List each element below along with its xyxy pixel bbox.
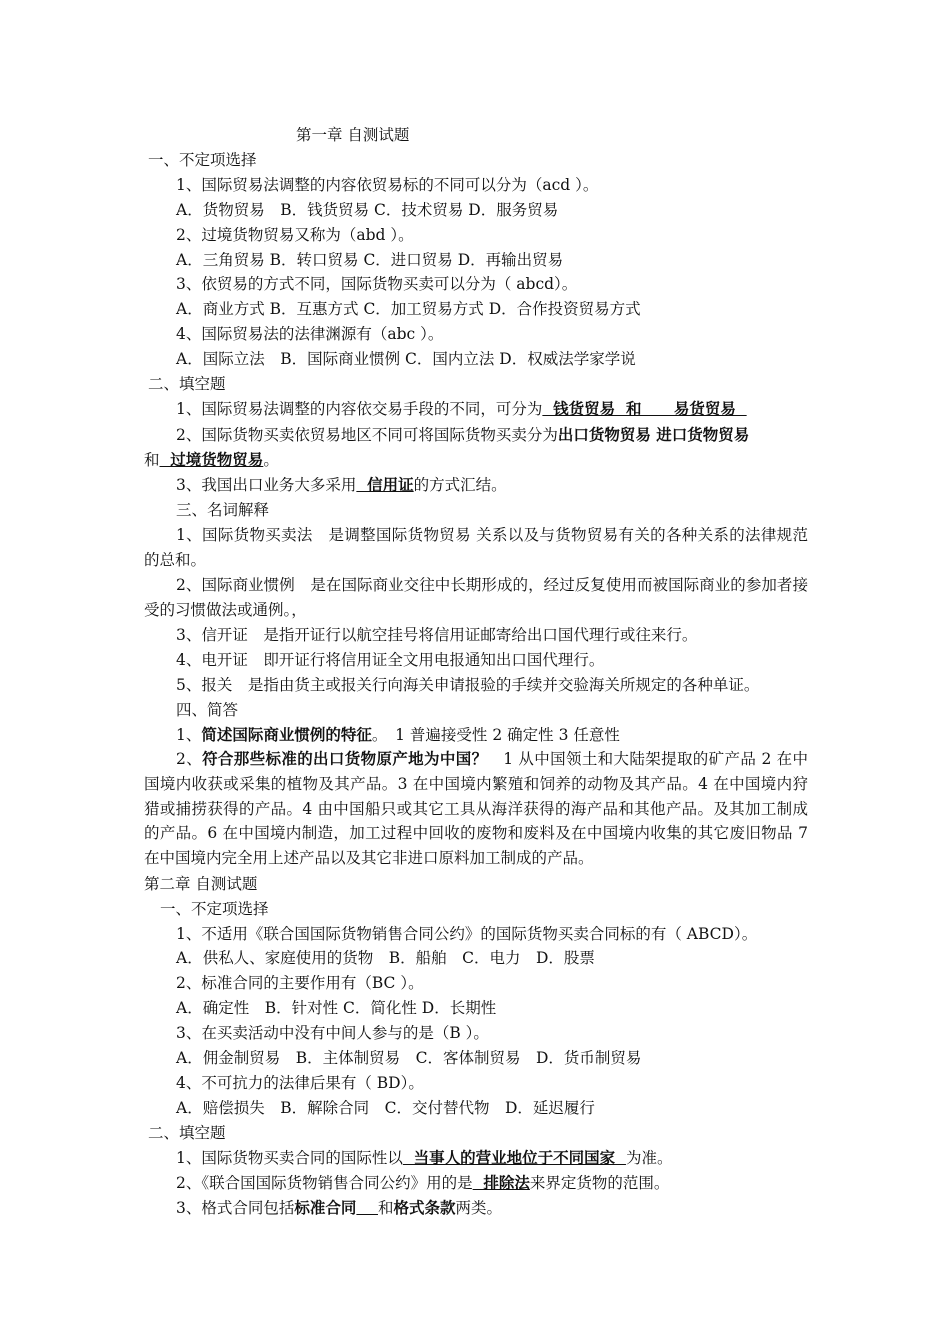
ch1-section-definitions: 三、名词解释 [176,501,270,519]
ch1-answer-2 [144,747,808,871]
ch1-fill-2 [144,423,808,473]
fill-text: 1、国际贸易法调整的内容依交易手段的不同，可分为 [176,400,543,418]
ch1-definition-1: 1、国际货物买卖法 是调整国际货物贸易 关系以及与货物贸易有关的各种关系的法律规范的总和。 [144,526,808,569]
fill-text: 的方式汇结。 [413,476,507,494]
ch1-question-4-options: A．国际立法 B．国际商业惯例 C．国内立法 D．权威法学家学说 [176,350,636,368]
ch2-question-3: 3、在买卖活动中没有中间人参与的是（B ）。 [176,1024,489,1042]
ch2-question-1: 1、不适用《联合国国际货物销售合同公约》的国际货物买卖合同标的有（ ABCD）。 [176,925,758,943]
answer-number: 2、 [176,750,203,768]
ch2-fill-2 [176,1171,669,1195]
ch1-section-multiple-choice: 一、不定项选择 [148,151,257,169]
fill-text: 2、国际货物买卖依贸易地区不同可将国际货物买卖分为 [176,426,558,444]
fill-answer: 出口货物贸易 进口货物贸易 [557,425,750,444]
fill-text: 和 [144,450,160,469]
ch2-fill-3 [176,1196,502,1220]
ch1-question-1-options: A．货物贸易 B．钱货贸易 C．技术贸易 D．服务贸易 [176,201,559,219]
fill-text: 。 [263,450,279,469]
ch2-question-4-options: A．赔偿损失 B．解除合同 C．交付替代物 D．延迟履行 [176,1099,595,1117]
ch1-question-2: 2、过境货物贸易又称为（abd ）。 [176,226,414,244]
fill-answer: 信用证 [356,475,414,494]
ch2-section-multiple-choice: 一、不定项选择 [160,900,269,918]
ch1-definition-4: 4、电开证 即开证行将信用证全文用电报通知出口国代理行。 [176,651,605,669]
fill-text: 2、《联合国国际货物销售合同公约》用的是 [176,1174,473,1192]
chapter-1-title: 第一章 自测试题 [296,126,410,144]
fill-answer: 过境货物贸易 [159,449,264,469]
fill-text: 和 [377,1199,394,1217]
ch1-fill-3 [176,473,507,497]
fill-answer: 排除法 [472,1173,530,1192]
ch1-definition-2: 2、国际商业惯例 是在国际商业交往中长期形成的，经过反复使用而被国际商业的参加者接受的习惯做法或通例。， [144,576,808,619]
ch2-question-2: 2、标准合同的主要作用有（BC ）。 [176,974,424,992]
fill-text: 3、格式合同包括 [176,1199,295,1217]
chapter-2-title: 第二章 自测试题 [144,875,258,893]
ch1-definition-3: 3、信开证 是指开证行以航空挂号将信用证邮寄给出口国代理行或往来行。 [176,626,698,644]
fill-blank-line [356,1198,378,1217]
answer-question: 简述国际商业惯例的特征 [201,725,372,744]
fill-text: 为准。 [625,1149,673,1167]
ch1-question-2-options: A．三角贸易 B．转口贸易 C．进口贸易 D．再输出贸易 [176,251,564,269]
fill-text: 1、国际货物买卖合同的国际性以 [176,1149,403,1167]
fill-text: 两类。 [455,1199,503,1217]
ch1-section-short-answer: 四、简答 [176,701,239,719]
ch2-question-3-options: A．佣金制贸易 B．主体制贸易 C．客体制贸易 D．货币制贸易 [176,1049,642,1067]
ch2-fill-1 [176,1146,672,1170]
answer-text: 。 1 普遍接受性 2 确定性 3 任意性 [371,726,620,744]
fill-answer: 钱货贸易 和 易货贸易 [542,399,747,418]
fill-text: 来界定货物的范围。 [529,1174,670,1192]
ch2-question-2-options: A．确定性 B．针对性 C．简化性 D．长期性 [176,999,497,1017]
ch1-question-3: 3、依贸易的方式不同，国际货物买卖可以分为（ abcd）。 [176,275,578,293]
ch2-section-fill-blank: 二、填空题 [148,1124,226,1142]
fill-text: 3、我国出口业务大多采用 [176,476,357,494]
ch1-definition-5: 5、报关 是指由货主或报关行向海关申请报验的手续并交验海关所规定的各种单证。 [176,676,760,694]
ch2-question-1-options: A．供私人、家庭使用的货物 B．船舶 C．电力 D．股票 [176,949,595,967]
fill-answer: 标准合同 [294,1198,357,1217]
ch1-question-1: 1、国际贸易法调整的内容依贸易标的不同可以分为（acd ）。 [176,176,599,194]
ch1-answer-1 [176,723,620,747]
ch1-question-3-options: A．商业方式 B．互惠方式 C．加工贸易方式 D．合作投资贸易方式 [176,300,641,318]
fill-answer: 当事人的营业地位于不同国家 [402,1148,626,1167]
ch1-question-4: 4、国际贸易法的法律渊源有（abc ）。 [176,325,444,343]
answer-text: 1 从中国领土和大陆架提取的矿产品 2 在中国境内收获或采集的植物及其产品。3 在中国境内繁殖和饲养的动物及其产品。4 在中国境内狩猎或捕捞获得的产品。4 由中国船只或其它工具从海洋获得的海产品和其他产品。及其加工制成的产品。6 在中国境内制造，加工过程中回收的废物和废料及在中国境内收集的其它废旧物品 7 在中国境内完全用上述产品以及其它非进口原料加工制成的产品。 [144,750,808,868]
ch1-section-fill-blank: 二、填空题 [148,375,226,393]
answer-question: 符合那些标准的出口货物原产地为中国？ [202,749,488,768]
ch2-question-4: 4、不可抗力的法律后果有（ BD）。 [176,1074,424,1092]
ch1-fill-1 [176,397,747,421]
answer-number: 1、 [176,726,202,744]
fill-answer: 格式条款 [393,1198,456,1217]
